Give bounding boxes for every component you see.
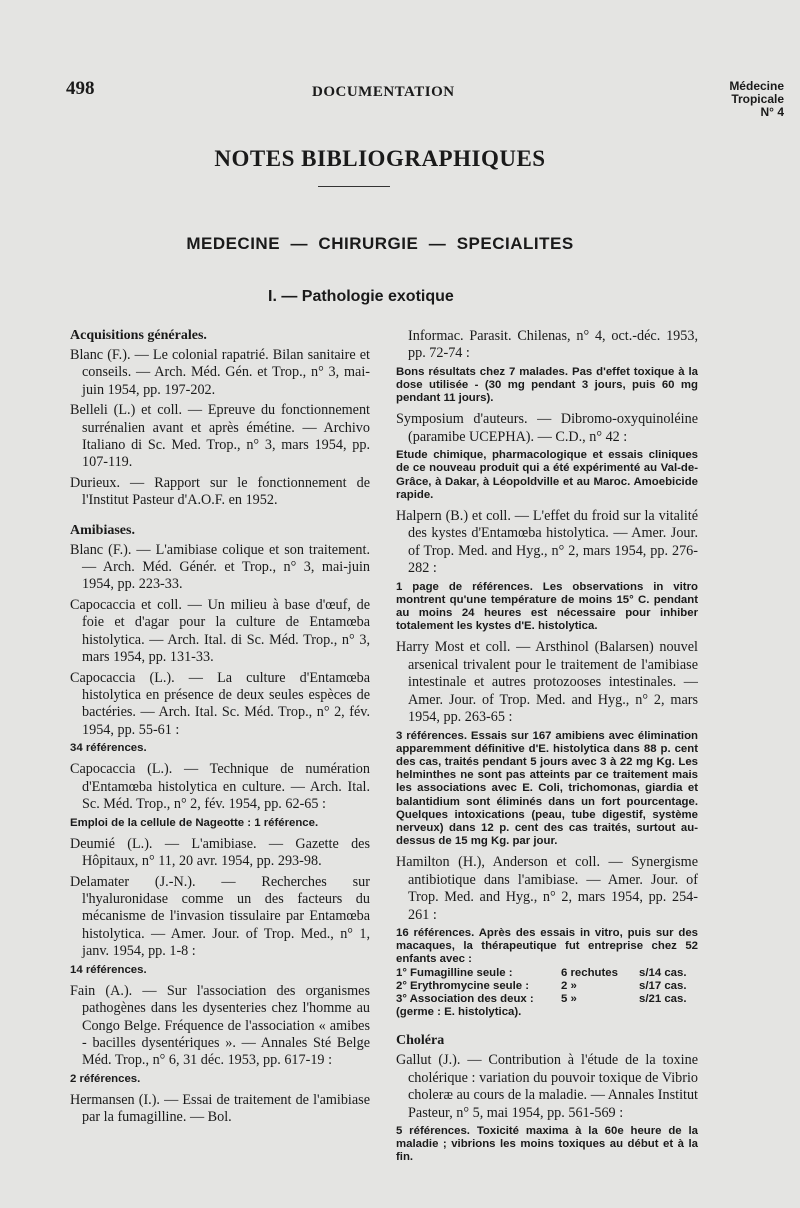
bib-note: 5 références. Toxicité maxima à la 60e heure de la maladie ; vibrions les moins toxiques au début et à la fin. (396, 1125, 698, 1164)
bib-note: Emploi de la cellule de Nageotte : 1 référence. (70, 816, 319, 829)
bib-entry: Hermansen (I.). — Essai de traitement de l'amibiase par la fumagilline. — Bol. (70, 1092, 370, 1126)
bib-entry: Delamater (J.-N.). — Recherches sur l'hyaluronidase comme un des facteurs du mécanisme de l'invasion tissulaire par Entamœba histolytica. — Amer. Jour. of Trop. Med., n° 1, janv. 1954, pp. 1-8 : (70, 873, 370, 960)
table-cell: s/14 cas. (639, 966, 687, 979)
table-cell: 1° Fumagilline seule : (396, 966, 513, 979)
bib-note: 2 références. (70, 1072, 141, 1085)
table-row (396, 967, 698, 980)
bib-note: Etude chimique, pharmacologique et essais cliniques de ce nouveau produit qui a été expérimenté au Val-de-Grâce, à Dakar, à Léopoldville et au Maroc. Amoebicide rapide. (396, 449, 698, 501)
table-cell: 2° Erythromycine seule : (396, 979, 530, 992)
journal-name (674, 80, 784, 119)
bib-note: 34 références. (70, 742, 147, 755)
journal-line-2: Tropicale (731, 92, 784, 106)
heading-amibiases: Amibiases. (70, 522, 135, 538)
table-cell: 3° Association des deux : (396, 992, 534, 1005)
table-tail: (germe : E. histolytica). (396, 1006, 522, 1019)
table-cell: 2 » (561, 979, 577, 992)
bib-note: Bons résultats chez 7 malades. Pas d'effet toxique à la dose utilisée - (30 mg pendant 3 jours, puis 60 mg pendant 11 jours). (396, 365, 698, 405)
left-column (70, 328, 370, 1130)
bib-note: 16 références. Après des essais in vitro, puis sur des macaques, la thérapeutique fut entreprise chez 52 enfants avec : (396, 926, 698, 966)
heading-acquisitions: Acquisitions générales. (70, 328, 207, 343)
bib-entry: Halpern (B.) et coll. — L'effet du froid sur la vitalité des kystes d'Entamœba histolytica. — Amer. Jour. of Trop. Med. and Hyg., n° 2, mars 1954, pp. 276-282 : (396, 508, 698, 577)
journal-issue: N° 4 (760, 105, 784, 119)
bib-entry: Hamilton (H.), Anderson et coll. — Synergisme antibiotique dans l'amibiase. — Amer. Jour. of Trop. Med. and Hyg., n° 2, mars 1954, pp. 254-261 : (396, 854, 698, 923)
bib-entry: Blanc (F.). — L'amibiase colique et son traitement. — Arch. Méd. Génér. et Trop., n° 3, mai-juin 1954, pp. 223-33. (70, 541, 370, 593)
bib-entry-continued: Informac. Parasit. Chilenas, n° 4, oct.-déc. 1953, pp. 72-74 : (408, 328, 698, 362)
bib-entry: Gallut (J.). — Contribution à l'étude de la toxine cholérique : variation du pouvoir toxique de Vibrio choleræ au cours de la maladie. — Annales Institut Pasteur, n° 5, mai 1954, pp. 561-569 : (396, 1052, 698, 1121)
bib-entry: Deumié (L.). — L'amibiase. — Gazette des Hôpitaux, n° 11, 20 avr. 1954, pp. 293-98. (70, 835, 370, 870)
bib-entry: Fain (A.). — Sur l'association des organismes pathogènes dans les dysenteries chez l'homme au Congo Belge. Fréquence de l'association « amibes - bacilles dysentériques ». — Annales Sté Belge Méd. Trop., n° 6, 31 déc. 1953, pp. 617-19 : (70, 982, 370, 1069)
table-row (396, 980, 698, 993)
bib-entry: Harry Most et coll. — Arsthinol (Balarsen) nouvel arsenical trivalent pour le traitement de l'amibiase intestinale et autres protozooses intestinales. — Amer. Jour. of Trop. Med. and Hyg., n° 2, mars 1954, pp. 263-65 : (396, 639, 698, 726)
subsection-heading: I. — Pathologie exotique (268, 288, 454, 305)
heading-cholera: Choléra (396, 1033, 445, 1049)
bib-note: 1 page de références. Les observations in vitro montrent qu'une température de moins 15° C. pendant au moins 24 heures est nécessaire pour inhiber totalement les kystes d'E. histolytica. (396, 580, 698, 633)
table-row (396, 993, 698, 1006)
bib-entry: Capocaccia et coll. — Un milieu à base d'œuf, de foie et d'agar pour la culture de Entamœba histolytica. — Arch. Ital. di Sc. Méd. Trop., n° 3, mars 1954, pp. 131-33. (70, 596, 370, 666)
results-table (396, 967, 698, 1020)
table-cell: 6 rechutes (561, 966, 618, 979)
table-cell: s/17 cas. (639, 979, 687, 992)
bib-note: 14 références. (70, 963, 147, 976)
table-cell: 5 » (561, 992, 577, 1005)
table-cell: s/21 cas. (639, 992, 687, 1005)
running-head: DOCUMENTATION (312, 84, 455, 100)
journal-line-1: Médecine (729, 79, 784, 93)
bib-entry: Capocaccia (L.). — La culture d'Entamœba histolytica en présence de deux seules espèces de bactéries. — Arch. Ital. Sc. Méd. Trop., n° 2, fév. 1954, pp. 55-61 : (70, 669, 370, 738)
bib-entry: Blanc (F.). — Le colonial rapatrié. Bilan sanitaire et conseils. — Arch. Méd. Gén. et Trop., n° 3, mai-juin 1954, pp. 197-202. (70, 347, 370, 398)
section-heading: MEDECINE — CHIRURGIE — SPECIALITES (186, 234, 574, 253)
title-divider (318, 186, 390, 187)
page-number: 498 (66, 78, 95, 99)
bib-entry: Capocaccia (L.). — Technique de numération d'Entamœba histolytica en culture. — Arch. Ital. Sc. Méd. Trop., n° 2, fév. 1954, pp. 62-65 : (70, 761, 370, 813)
page-title: NOTES BIBLIOGRAPHIQUES (214, 146, 546, 171)
bib-note: 3 références. Essais sur 167 amibiens avec élimination apparemment définitive d'E. histolytica dans 88 p. cent des cas, traités pendant 5 jours avec 3 à 22 mg Kg. Les helminthes ne sont pas atteints par ce traitement mais les associations avec E. Coli, trichomonas, giardia et balantidium sont éliminés dans un fort pourcentage. Quelques intoxications (peau, tube digestif, système nerveux) dans 12 p. cent des cas traités, surtout au-dessus de 15 mg Kg. par jour. (396, 729, 698, 848)
bib-entry: Symposium d'auteurs. — Dibromo-oxyquinoléine (paramibe UCEPHA). — C.D., n° 42 : (396, 411, 698, 445)
bib-entry: Durieux. — Rapport sur le fonctionnement de l'Institut Pasteur d'A.O.F. en 1952. (70, 474, 370, 509)
bib-entry: Belleli (L.) et coll. — Epreuve du fonctionnement surrénalien avant et après émétine. — Archivo Italiano di Sc. Med. Trop., n° 3, mars 1954, pp. 107-119. (70, 402, 370, 471)
right-column (396, 328, 698, 1171)
